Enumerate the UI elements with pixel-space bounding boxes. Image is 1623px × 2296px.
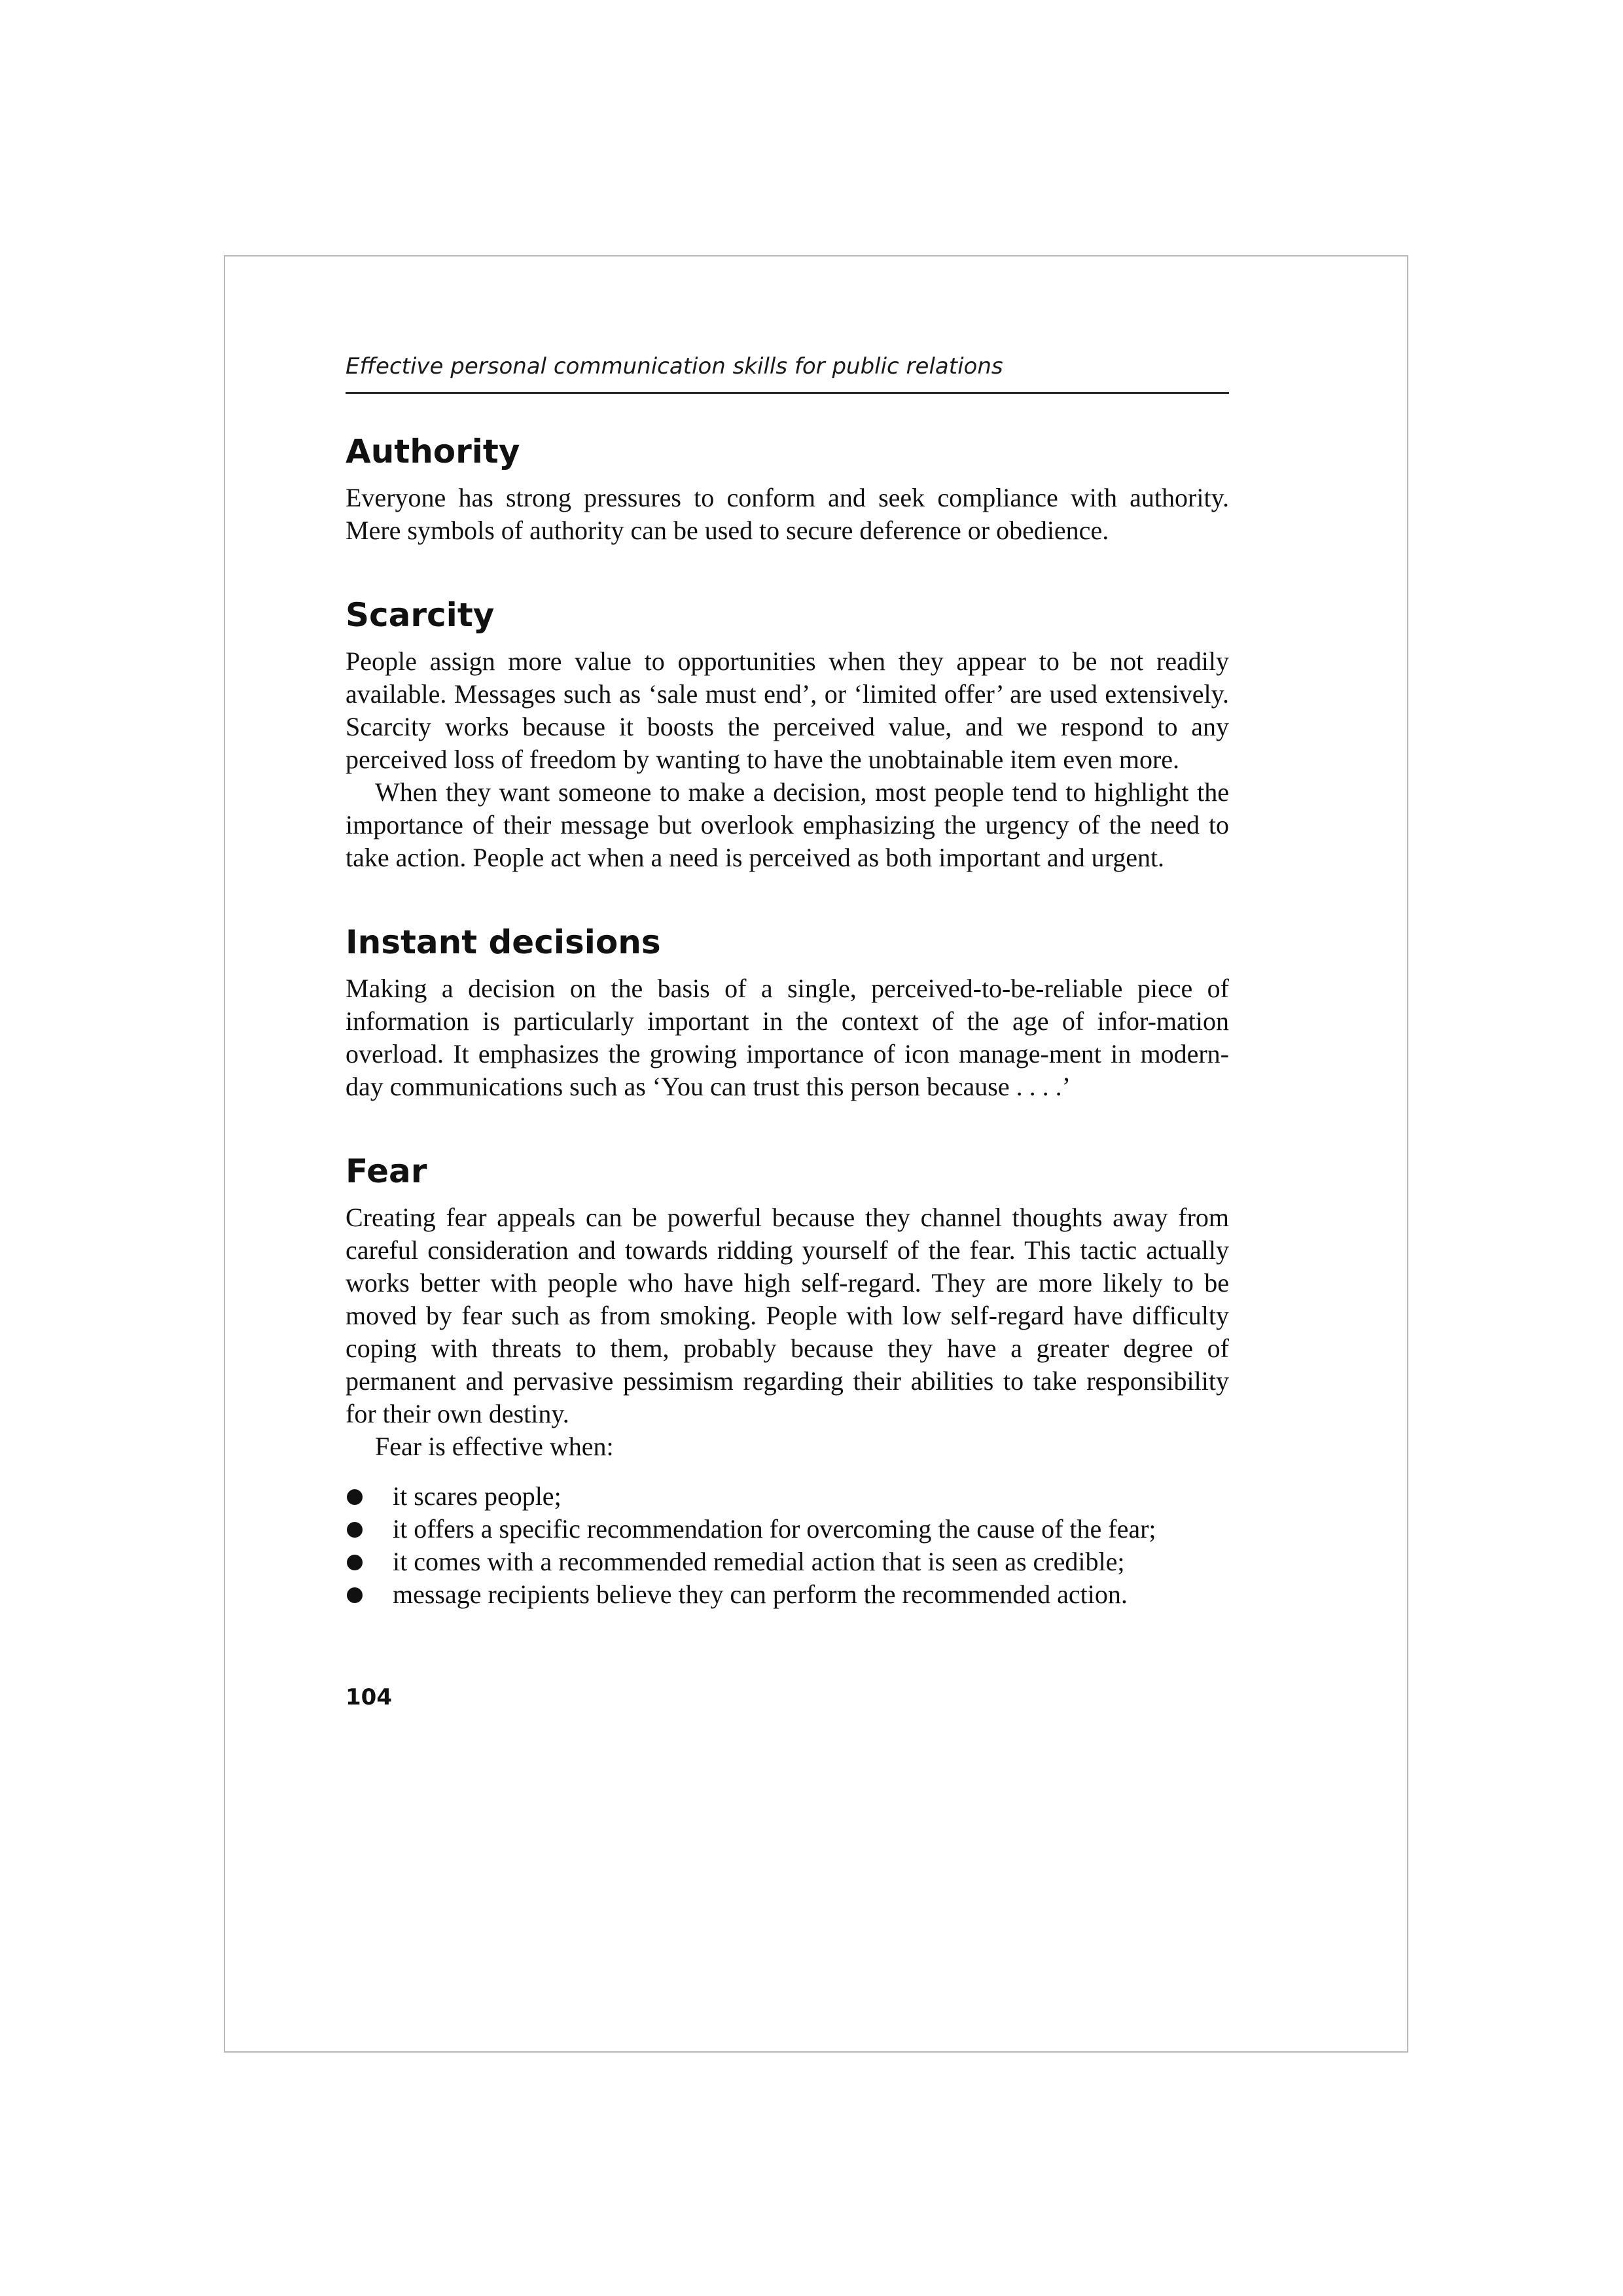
section-heading-instant-decisions: Instant decisions xyxy=(346,923,661,961)
section-heading-authority: Authority xyxy=(346,433,520,470)
list-item xyxy=(346,1545,1229,1578)
scarcity-paragraph-2: When they want someone to make a decision, most people tend to highlight the importance of their message but overlook emphasizing the urgency of the need to take action. People act when a need is perceived as both important and urgent. xyxy=(346,777,1229,872)
fear-paragraph-2: Fear is effective when: xyxy=(375,1432,614,1461)
fear-bullet-list xyxy=(346,1480,1229,1611)
bullet-icon xyxy=(347,1489,363,1505)
list-item xyxy=(346,1578,1229,1611)
list-item-text: it offers a specific recommendation for overcoming the cause of the fear; xyxy=(393,1514,1156,1544)
page-number: 104 xyxy=(346,1684,392,1710)
authority-paragraph-1: Everyone has strong pressures to conform and seek compliance with authority. Mere symbols of authority can be used to secure deference or obedience. xyxy=(346,483,1229,545)
section-heading-scarcity: Scarcity xyxy=(346,596,495,634)
bullet-icon xyxy=(347,1555,363,1570)
section-heading-fear: Fear xyxy=(346,1152,427,1190)
bullet-icon xyxy=(347,1587,363,1603)
scarcity-paragraph-1: People assign more value to opportunities when they appear to be not readily available. Messages such as ‘sale must end’, or ‘limited offer’ are used extensively. Scarcity works because it boosts the perceived value, and we respond to any perceived loss of freedom by wanting to have the unobtainable item even more. xyxy=(346,646,1229,774)
list-item-text: it scares people; xyxy=(393,1481,562,1511)
instant-decisions-paragraph-1: Making a decision on the basis of a single, perceived-to-be-reliable piece of information is particularly important in the context of the age of infor-mation overload. It emphasizes the growing importance of icon manage-ment in modern-day communications such as ‘You can trust this person because . . . .’ xyxy=(346,974,1229,1101)
list-item-text: it comes with a recommended remedial action that is seen as credible; xyxy=(393,1547,1125,1576)
list-item xyxy=(346,1480,1229,1513)
list-item xyxy=(346,1513,1229,1545)
fear-paragraph-1: Creating fear appeals can be powerful because they channel thoughts away from careful consideration and towards ridding yourself of the fear. This tactic actually works better with people who have high self-regard. They are more likely to be moved by fear such as from smoking. People with low self-regard have difficulty coping with threats to them, probably because they have a greater degree of permanent and pervasive pessimism regarding their abilities to take responsibility for their own destiny. xyxy=(346,1203,1229,1428)
running-head: Effective personal communication skills for public relations xyxy=(346,353,1229,394)
bullet-icon xyxy=(347,1522,363,1538)
list-item-text: message recipients believe they can perform the recommended action. xyxy=(393,1580,1128,1609)
page-content xyxy=(346,353,1229,1710)
